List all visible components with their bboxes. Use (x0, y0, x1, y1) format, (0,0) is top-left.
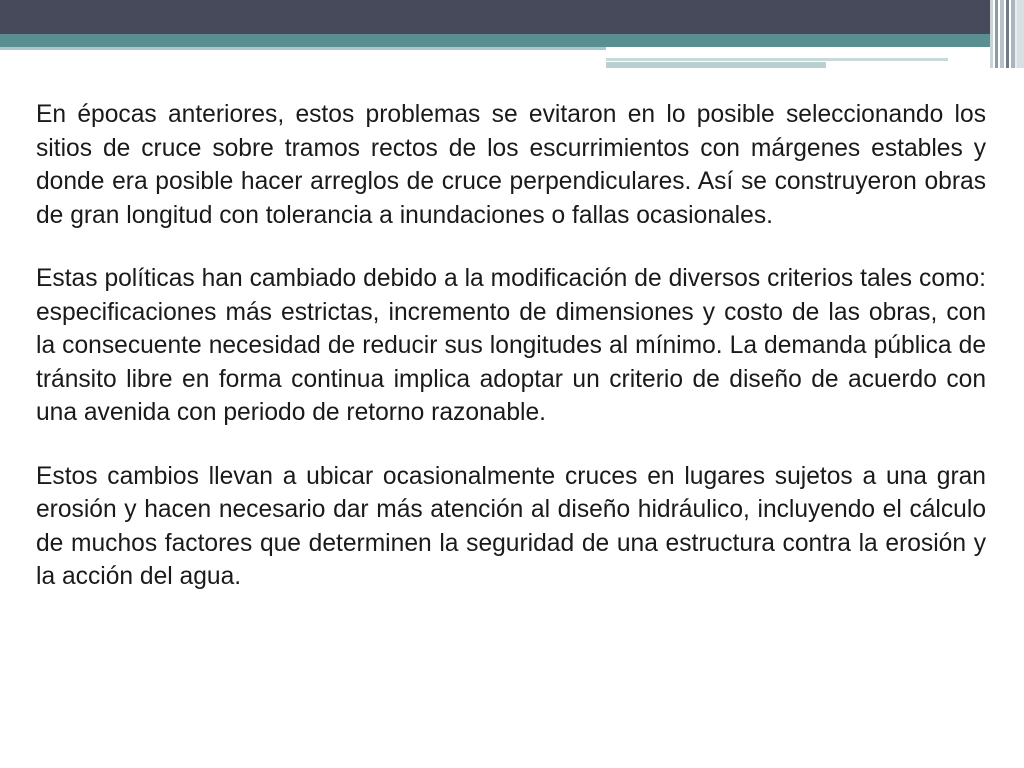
decorative-stripes (990, 0, 1024, 68)
header-teal-band (0, 34, 1024, 47)
paragraph-1: En épocas anteriores, estos problemas se evitaron en lo posible seleccionando los sitios de cruce sobre tramos rectos de los escurrimientos con márgenes estables y donde era posible hacer arreglos de cruce perpendiculares. Así se construyeron obras de gran longitud con tolerancia a inundaciones o fallas ocasionales. (36, 101, 986, 229)
header-teal-underline (0, 47, 606, 50)
paragraph-3: Estos cambios llevan a ubicar ocasionalmente cruces en lugares sujetos a una gran erosión y hacen necesario dar más atención al diseño hidráulico, incluyendo el cálculo de muchos factores que determinen la seguridad de una estructura contra la erosión y la acción del agua. (36, 462, 986, 590)
header-accent-line-short (606, 62, 826, 68)
header-bar (0, 0, 1024, 34)
paragraph-2: Estas políticas han cambiado debido a la modificación de diversos criterios tales como: especificaciones más estrictas, incremento de dimensiones y costo de las obras, con la consecuente necesidad de reducir sus longitudes al mínimo. La demanda pública de tránsito libre en forma continua implica adoptar un criterio de diseño de acuerdo con una avenida con periodo de retorno razonable. (36, 265, 986, 426)
header-accent-line (606, 58, 948, 61)
slide-body (36, 98, 986, 624)
